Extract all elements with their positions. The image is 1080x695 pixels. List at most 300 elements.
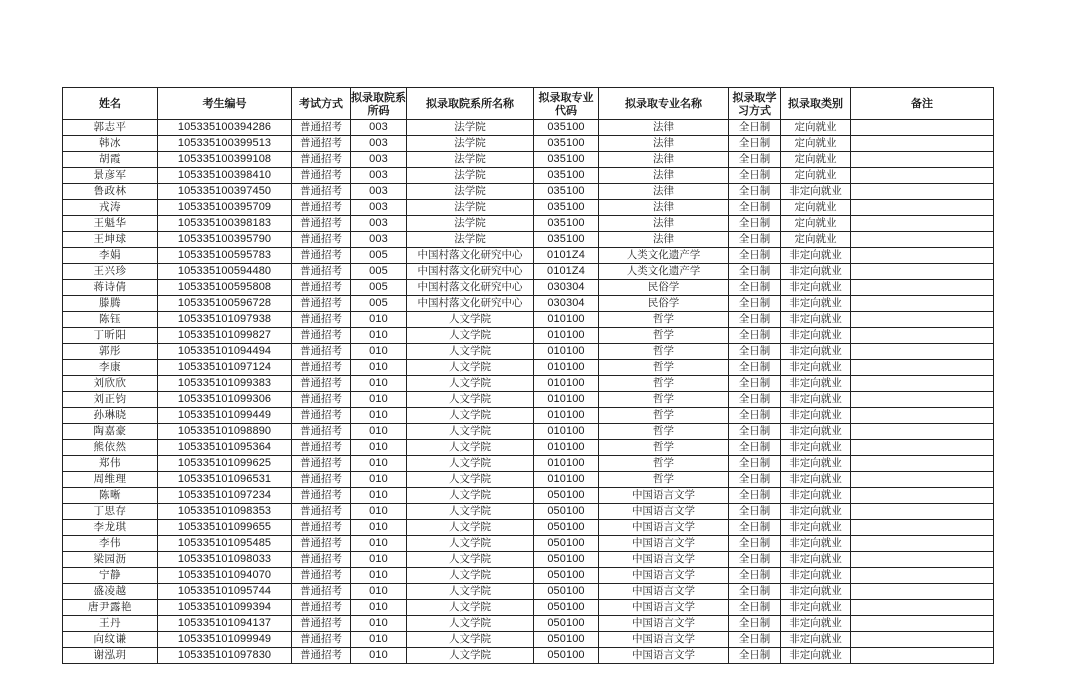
cell-major-code: 0101Z4 xyxy=(534,264,599,280)
header-dept-code: 拟录取院系所码 xyxy=(351,88,407,120)
cell-study-mode: 全日制 xyxy=(729,264,781,280)
cell-note xyxy=(851,152,994,168)
cell-note xyxy=(851,504,994,520)
cell-study-mode: 全日制 xyxy=(729,408,781,424)
cell-name: 王魁华 xyxy=(63,216,158,232)
table-row xyxy=(63,552,994,568)
cell-dept-name: 人文学院 xyxy=(407,328,534,344)
cell-dept-name: 人文学院 xyxy=(407,632,534,648)
cell-note xyxy=(851,440,994,456)
cell-category: 非定向就业 xyxy=(781,424,851,440)
cell-major-name: 法律 xyxy=(599,168,729,184)
cell-name: 王丹 xyxy=(63,616,158,632)
cell-study-mode: 全日制 xyxy=(729,168,781,184)
cell-major-code: 035100 xyxy=(534,136,599,152)
cell-exam-id: 105335100595808 xyxy=(158,280,292,296)
cell-name: 李龙琪 xyxy=(63,520,158,536)
cell-dept-code: 010 xyxy=(351,552,407,568)
cell-dept-code: 010 xyxy=(351,616,407,632)
cell-major-name: 民俗学 xyxy=(599,280,729,296)
cell-major-name: 法律 xyxy=(599,152,729,168)
cell-exam-mode: 普通招考 xyxy=(292,440,351,456)
table-row xyxy=(63,120,994,136)
cell-major-name: 哲学 xyxy=(599,376,729,392)
cell-category: 非定向就业 xyxy=(781,552,851,568)
cell-exam-id: 105335100399513 xyxy=(158,136,292,152)
cell-dept-code: 003 xyxy=(351,120,407,136)
cell-dept-name: 人文学院 xyxy=(407,440,534,456)
cell-note xyxy=(851,264,994,280)
table-row xyxy=(63,328,994,344)
table-row xyxy=(63,264,994,280)
cell-category: 定向就业 xyxy=(781,136,851,152)
table-row xyxy=(63,168,994,184)
cell-dept-name: 人文学院 xyxy=(407,568,534,584)
cell-dept-code: 003 xyxy=(351,216,407,232)
cell-exam-id: 105335101095364 xyxy=(158,440,292,456)
cell-study-mode: 全日制 xyxy=(729,344,781,360)
cell-category: 非定向就业 xyxy=(781,648,851,664)
cell-study-mode: 全日制 xyxy=(729,360,781,376)
cell-major-code: 035100 xyxy=(534,184,599,200)
cell-major-code: 035100 xyxy=(534,232,599,248)
cell-dept-code: 010 xyxy=(351,456,407,472)
cell-category: 非定向就业 xyxy=(781,456,851,472)
cell-category: 非定向就业 xyxy=(781,248,851,264)
table-row xyxy=(63,376,994,392)
cell-dept-name: 人文学院 xyxy=(407,536,534,552)
cell-major-code: 010100 xyxy=(534,440,599,456)
header-study-mode: 拟录取学习方式 xyxy=(729,88,781,120)
cell-name: 景彦军 xyxy=(63,168,158,184)
cell-category: 非定向就业 xyxy=(781,584,851,600)
cell-exam-mode: 普通招考 xyxy=(292,536,351,552)
cell-exam-id: 105335100394286 xyxy=(158,120,292,136)
cell-exam-mode: 普通招考 xyxy=(292,152,351,168)
cell-major-name: 法律 xyxy=(599,200,729,216)
cell-exam-id: 105335101098890 xyxy=(158,424,292,440)
cell-study-mode: 全日制 xyxy=(729,440,781,456)
cell-dept-name: 人文学院 xyxy=(407,312,534,328)
cell-exam-mode: 普通招考 xyxy=(292,328,351,344)
cell-note xyxy=(851,408,994,424)
cell-exam-id: 105335101094494 xyxy=(158,344,292,360)
cell-category: 非定向就业 xyxy=(781,520,851,536)
cell-exam-id: 105335101098033 xyxy=(158,552,292,568)
cell-category: 非定向就业 xyxy=(781,488,851,504)
cell-major-name: 中国语言文学 xyxy=(599,648,729,664)
cell-dept-code: 010 xyxy=(351,648,407,664)
table-row xyxy=(63,568,994,584)
cell-study-mode: 全日制 xyxy=(729,456,781,472)
cell-note xyxy=(851,488,994,504)
cell-study-mode: 全日制 xyxy=(729,296,781,312)
cell-major-code: 010100 xyxy=(534,312,599,328)
cell-major-name: 中国语言文学 xyxy=(599,632,729,648)
cell-dept-name: 人文学院 xyxy=(407,584,534,600)
cell-major-code: 0101Z4 xyxy=(534,248,599,264)
cell-exam-mode: 普通招考 xyxy=(292,136,351,152)
cell-dept-code: 010 xyxy=(351,520,407,536)
cell-exam-mode: 普通招考 xyxy=(292,456,351,472)
cell-name: 刘欣欣 xyxy=(63,376,158,392)
cell-exam-mode: 普通招考 xyxy=(292,392,351,408)
cell-dept-name: 法学院 xyxy=(407,136,534,152)
cell-study-mode: 全日制 xyxy=(729,248,781,264)
cell-name: 王坤球 xyxy=(63,232,158,248)
table-row xyxy=(63,312,994,328)
cell-study-mode: 全日制 xyxy=(729,136,781,152)
cell-name: 胡霞 xyxy=(63,152,158,168)
cell-note xyxy=(851,632,994,648)
cell-name: 陈钰 xyxy=(63,312,158,328)
cell-note xyxy=(851,376,994,392)
cell-exam-id: 105335101099394 xyxy=(158,600,292,616)
cell-name: 郑伟 xyxy=(63,456,158,472)
cell-dept-name: 人文学院 xyxy=(407,600,534,616)
cell-exam-id: 105335101099449 xyxy=(158,408,292,424)
table-row xyxy=(63,296,994,312)
cell-dept-code: 010 xyxy=(351,360,407,376)
cell-name: 郭志平 xyxy=(63,120,158,136)
table-row xyxy=(63,456,994,472)
cell-exam-mode: 普通招考 xyxy=(292,280,351,296)
cell-exam-id: 105335101099625 xyxy=(158,456,292,472)
table-row xyxy=(63,360,994,376)
cell-note xyxy=(851,600,994,616)
cell-major-name: 中国语言文学 xyxy=(599,488,729,504)
cell-category: 非定向就业 xyxy=(781,392,851,408)
cell-dept-code: 010 xyxy=(351,600,407,616)
header-dept-name: 拟录取院系所名称 xyxy=(407,88,534,120)
cell-dept-code: 010 xyxy=(351,392,407,408)
cell-major-name: 中国语言文学 xyxy=(599,600,729,616)
cell-major-code: 050100 xyxy=(534,584,599,600)
cell-category: 非定向就业 xyxy=(781,296,851,312)
cell-category: 非定向就业 xyxy=(781,472,851,488)
table-row xyxy=(63,504,994,520)
cell-note xyxy=(851,424,994,440)
header-row xyxy=(63,88,994,120)
cell-note xyxy=(851,216,994,232)
cell-exam-id: 105335101097938 xyxy=(158,312,292,328)
table-row xyxy=(63,232,994,248)
cell-dept-code: 005 xyxy=(351,264,407,280)
cell-category: 非定向就业 xyxy=(781,328,851,344)
cell-major-code: 010100 xyxy=(534,328,599,344)
cell-exam-id: 105335100596728 xyxy=(158,296,292,312)
cell-note xyxy=(851,232,994,248)
cell-dept-code: 010 xyxy=(351,568,407,584)
cell-exam-mode: 普通招考 xyxy=(292,264,351,280)
cell-dept-name: 人文学院 xyxy=(407,472,534,488)
table-row xyxy=(63,648,994,664)
cell-major-code: 050100 xyxy=(534,616,599,632)
cell-major-name: 哲学 xyxy=(599,392,729,408)
table-row xyxy=(63,344,994,360)
cell-dept-name: 人文学院 xyxy=(407,456,534,472)
cell-exam-mode: 普通招考 xyxy=(292,424,351,440)
header-name: 姓名 xyxy=(63,88,158,120)
cell-study-mode: 全日制 xyxy=(729,120,781,136)
cell-major-code: 010100 xyxy=(534,408,599,424)
cell-major-name: 哲学 xyxy=(599,360,729,376)
cell-dept-code: 003 xyxy=(351,168,407,184)
cell-dept-code: 010 xyxy=(351,632,407,648)
cell-dept-code: 005 xyxy=(351,248,407,264)
cell-major-code: 010100 xyxy=(534,456,599,472)
cell-major-name: 人类文化遗产学 xyxy=(599,248,729,264)
cell-study-mode: 全日制 xyxy=(729,536,781,552)
cell-name: 戎涛 xyxy=(63,200,158,216)
cell-name: 李娟 xyxy=(63,248,158,264)
cell-dept-name: 人文学院 xyxy=(407,344,534,360)
cell-dept-name: 法学院 xyxy=(407,152,534,168)
cell-exam-id: 105335101095744 xyxy=(158,584,292,600)
cell-dept-name: 人文学院 xyxy=(407,520,534,536)
cell-dept-code: 003 xyxy=(351,136,407,152)
cell-major-code: 030304 xyxy=(534,280,599,296)
cell-category: 非定向就业 xyxy=(781,408,851,424)
cell-exam-id: 105335101099383 xyxy=(158,376,292,392)
cell-dept-code: 010 xyxy=(351,376,407,392)
cell-study-mode: 全日制 xyxy=(729,184,781,200)
cell-dept-code: 005 xyxy=(351,296,407,312)
cell-exam-mode: 普通招考 xyxy=(292,376,351,392)
cell-dept-code: 003 xyxy=(351,184,407,200)
cell-major-code: 050100 xyxy=(534,632,599,648)
cell-note xyxy=(851,520,994,536)
cell-major-name: 哲学 xyxy=(599,328,729,344)
cell-major-name: 中国语言文学 xyxy=(599,584,729,600)
cell-category: 非定向就业 xyxy=(781,536,851,552)
cell-name: 孙琳晓 xyxy=(63,408,158,424)
cell-dept-name: 人文学院 xyxy=(407,648,534,664)
cell-name: 韩冰 xyxy=(63,136,158,152)
cell-exam-id: 105335101097830 xyxy=(158,648,292,664)
cell-dept-name: 人文学院 xyxy=(407,616,534,632)
cell-note xyxy=(851,136,994,152)
cell-major-name: 哲学 xyxy=(599,344,729,360)
cell-exam-id: 105335101099306 xyxy=(158,392,292,408)
cell-name: 滕腾 xyxy=(63,296,158,312)
cell-name: 周维理 xyxy=(63,472,158,488)
table-row xyxy=(63,424,994,440)
header-category: 拟录取类别 xyxy=(781,88,851,120)
cell-study-mode: 全日制 xyxy=(729,424,781,440)
cell-exam-id: 105335101096531 xyxy=(158,472,292,488)
table-row xyxy=(63,280,994,296)
cell-category: 定向就业 xyxy=(781,200,851,216)
cell-major-name: 哲学 xyxy=(599,408,729,424)
cell-name: 向纹谦 xyxy=(63,632,158,648)
cell-exam-mode: 普通招考 xyxy=(292,584,351,600)
cell-study-mode: 全日制 xyxy=(729,552,781,568)
cell-study-mode: 全日制 xyxy=(729,200,781,216)
cell-note xyxy=(851,568,994,584)
cell-category: 定向就业 xyxy=(781,120,851,136)
cell-dept-name: 人文学院 xyxy=(407,360,534,376)
cell-exam-mode: 普通招考 xyxy=(292,648,351,664)
cell-note xyxy=(851,344,994,360)
cell-major-code: 010100 xyxy=(534,344,599,360)
cell-exam-id: 105335100395790 xyxy=(158,232,292,248)
cell-category: 非定向就业 xyxy=(781,344,851,360)
cell-exam-mode: 普通招考 xyxy=(292,568,351,584)
cell-major-code: 050100 xyxy=(534,536,599,552)
cell-name: 梁园沥 xyxy=(63,552,158,568)
table-header xyxy=(63,88,994,120)
cell-major-name: 中国语言文学 xyxy=(599,616,729,632)
cell-major-name: 民俗学 xyxy=(599,296,729,312)
cell-major-code: 010100 xyxy=(534,360,599,376)
cell-name: 刘正钧 xyxy=(63,392,158,408)
cell-exam-id: 105335100395709 xyxy=(158,200,292,216)
cell-study-mode: 全日制 xyxy=(729,648,781,664)
cell-note xyxy=(851,312,994,328)
cell-dept-code: 010 xyxy=(351,328,407,344)
cell-dept-name: 法学院 xyxy=(407,232,534,248)
cell-name: 丁思存 xyxy=(63,504,158,520)
cell-major-name: 人类文化遗产学 xyxy=(599,264,729,280)
cell-category: 非定向就业 xyxy=(781,280,851,296)
cell-exam-id: 105335100398410 xyxy=(158,168,292,184)
cell-dept-name: 中国村落文化研究中心 xyxy=(407,264,534,280)
cell-name: 陶嘉豪 xyxy=(63,424,158,440)
cell-note xyxy=(851,120,994,136)
cell-major-code: 050100 xyxy=(534,520,599,536)
cell-dept-name: 人文学院 xyxy=(407,408,534,424)
cell-dept-name: 法学院 xyxy=(407,184,534,200)
cell-major-name: 哲学 xyxy=(599,472,729,488)
cell-major-code: 035100 xyxy=(534,200,599,216)
cell-note xyxy=(851,360,994,376)
header-major-name: 拟录取专业名称 xyxy=(599,88,729,120)
table-row xyxy=(63,536,994,552)
cell-exam-id: 105335100398183 xyxy=(158,216,292,232)
cell-dept-code: 010 xyxy=(351,344,407,360)
cell-exam-id: 105335101099827 xyxy=(158,328,292,344)
cell-dept-code: 010 xyxy=(351,472,407,488)
cell-dept-name: 法学院 xyxy=(407,120,534,136)
cell-study-mode: 全日制 xyxy=(729,392,781,408)
cell-category: 非定向就业 xyxy=(781,440,851,456)
cell-category: 非定向就业 xyxy=(781,360,851,376)
cell-category: 非定向就业 xyxy=(781,632,851,648)
cell-major-name: 中国语言文学 xyxy=(599,552,729,568)
table-row xyxy=(63,632,994,648)
cell-name: 李康 xyxy=(63,360,158,376)
cell-major-code: 050100 xyxy=(534,552,599,568)
cell-study-mode: 全日制 xyxy=(729,376,781,392)
cell-exam-id: 105335100594480 xyxy=(158,264,292,280)
cell-exam-mode: 普通招考 xyxy=(292,408,351,424)
cell-note xyxy=(851,392,994,408)
cell-study-mode: 全日制 xyxy=(729,152,781,168)
cell-category: 非定向就业 xyxy=(781,184,851,200)
cell-exam-mode: 普通招考 xyxy=(292,344,351,360)
cell-exam-mode: 普通招考 xyxy=(292,216,351,232)
table-row xyxy=(63,248,994,264)
cell-major-name: 法律 xyxy=(599,216,729,232)
cell-study-mode: 全日制 xyxy=(729,488,781,504)
table-row xyxy=(63,408,994,424)
cell-major-name: 哲学 xyxy=(599,312,729,328)
cell-exam-id: 105335100397450 xyxy=(158,184,292,200)
cell-dept-code: 010 xyxy=(351,408,407,424)
cell-study-mode: 全日制 xyxy=(729,232,781,248)
table-body xyxy=(63,120,994,664)
table-row xyxy=(63,152,994,168)
cell-major-code: 050100 xyxy=(534,488,599,504)
cell-name: 丁昕阳 xyxy=(63,328,158,344)
cell-dept-code: 003 xyxy=(351,232,407,248)
cell-exam-mode: 普通招考 xyxy=(292,184,351,200)
cell-major-code: 010100 xyxy=(534,472,599,488)
cell-name: 宁静 xyxy=(63,568,158,584)
cell-study-mode: 全日制 xyxy=(729,584,781,600)
table-row xyxy=(63,488,994,504)
cell-exam-id: 105335100595783 xyxy=(158,248,292,264)
cell-note xyxy=(851,472,994,488)
cell-study-mode: 全日制 xyxy=(729,472,781,488)
cell-dept-code: 005 xyxy=(351,280,407,296)
cell-dept-code: 010 xyxy=(351,504,407,520)
cell-note xyxy=(851,648,994,664)
cell-exam-mode: 普通招考 xyxy=(292,552,351,568)
cell-exam-mode: 普通招考 xyxy=(292,632,351,648)
cell-note xyxy=(851,184,994,200)
table-row xyxy=(63,600,994,616)
cell-dept-code: 003 xyxy=(351,200,407,216)
cell-name: 谢泓玥 xyxy=(63,648,158,664)
cell-exam-mode: 普通招考 xyxy=(292,360,351,376)
cell-major-code: 050100 xyxy=(534,568,599,584)
cell-note xyxy=(851,536,994,552)
cell-exam-mode: 普通招考 xyxy=(292,296,351,312)
cell-note xyxy=(851,584,994,600)
cell-exam-id: 105335101094070 xyxy=(158,568,292,584)
cell-dept-code: 010 xyxy=(351,312,407,328)
cell-exam-id: 105335101094137 xyxy=(158,616,292,632)
header-major-code: 拟录取专业代码 xyxy=(534,88,599,120)
cell-category: 非定向就业 xyxy=(781,568,851,584)
table-row xyxy=(63,184,994,200)
cell-study-mode: 全日制 xyxy=(729,568,781,584)
cell-exam-mode: 普通招考 xyxy=(292,248,351,264)
cell-note xyxy=(851,456,994,472)
table-row xyxy=(63,136,994,152)
cell-study-mode: 全日制 xyxy=(729,632,781,648)
cell-major-name: 中国语言文学 xyxy=(599,504,729,520)
cell-study-mode: 全日制 xyxy=(729,600,781,616)
cell-major-name: 中国语言文学 xyxy=(599,568,729,584)
cell-name: 陈晰 xyxy=(63,488,158,504)
cell-name: 唐尹露艳 xyxy=(63,600,158,616)
cell-dept-code: 003 xyxy=(351,152,407,168)
cell-exam-mode: 普通招考 xyxy=(292,120,351,136)
cell-category: 定向就业 xyxy=(781,168,851,184)
cell-exam-id: 105335101098353 xyxy=(158,504,292,520)
table-row xyxy=(63,584,994,600)
cell-note xyxy=(851,296,994,312)
table-row xyxy=(63,616,994,632)
cell-major-name: 法律 xyxy=(599,232,729,248)
cell-category: 非定向就业 xyxy=(781,616,851,632)
cell-major-code: 050100 xyxy=(534,600,599,616)
cell-study-mode: 全日制 xyxy=(729,504,781,520)
cell-dept-name: 中国村落文化研究中心 xyxy=(407,280,534,296)
